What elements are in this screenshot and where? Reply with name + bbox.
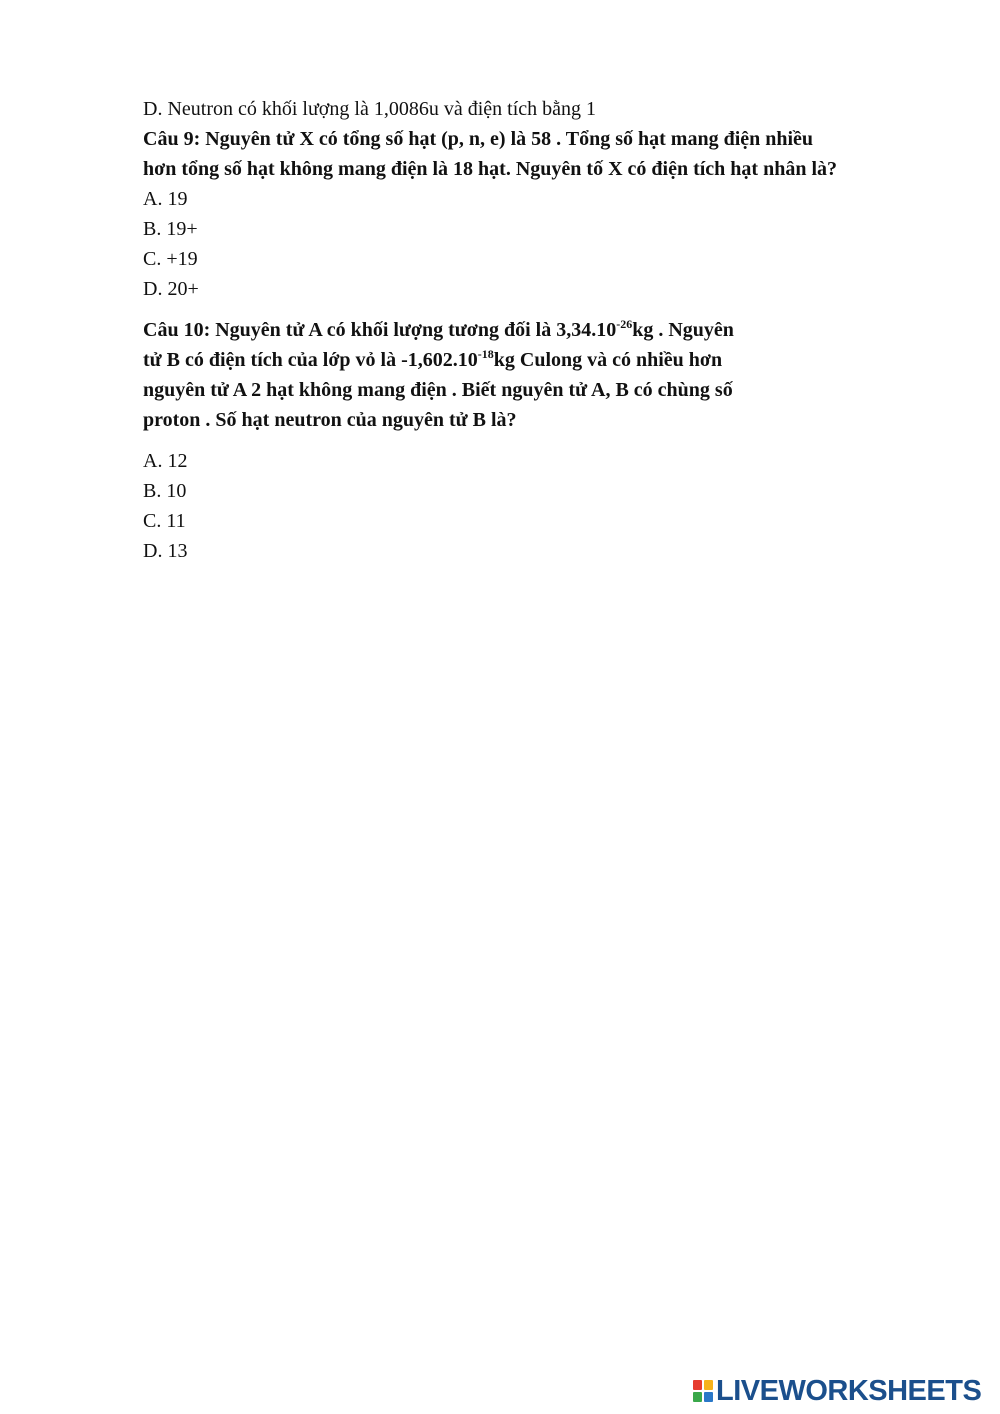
logo-square-blue (704, 1392, 713, 1402)
question-10-line-2-exponent: -18 (477, 347, 494, 361)
question-10-line-2-part-b: kg Culong và có nhiều hơn (493, 349, 723, 371)
question-10-text-line-3: nguyên tử A 2 hạt không mang điện . Biết nguyên tử A, B có chùng số (143, 379, 733, 401)
question-10-option-d[interactable]: D. 13 (143, 540, 188, 562)
question-9-option-a[interactable]: A. 19 (143, 188, 188, 210)
logo-square-red (693, 1380, 702, 1390)
question-10-line-1-exponent: -26 (616, 317, 633, 331)
question-10-text-line-1 (143, 318, 734, 342)
question-9-option-d[interactable]: D. 20+ (143, 278, 199, 300)
question-10-text-line-4: proton . Số hạt neutron của nguyên tử B là? (143, 409, 517, 431)
liveworksheets-logo-icon (693, 1380, 713, 1402)
question-9-option-b[interactable]: B. 19+ (143, 218, 198, 240)
watermark-text: LIVEWORKSHEETS (716, 1375, 982, 1407)
question-9-text-line-1: Câu 9: Nguyên tử X có tổng số hạt (p, n, e) là 58 . Tổng số hạt mang điện nhiều (143, 128, 814, 150)
question-10-line-1-part-a: Câu 10: Nguyên tử A có khối lượng tương đối là 3,34.10 (143, 319, 617, 341)
prev-question-option-d: D. Neutron có khối lượng là 1,0086u và điện tích bằng 1 (143, 98, 596, 120)
question-10-line-2-part-a: tử B có điện tích của lớp vỏ là -1,602.10 (143, 349, 478, 371)
question-10-option-a[interactable]: A. 12 (143, 450, 188, 472)
logo-square-yellow (704, 1380, 713, 1390)
question-10-option-c[interactable]: C. 11 (143, 510, 186, 532)
question-9-option-c[interactable]: C. +19 (143, 248, 198, 270)
question-9-text-line-2: hơn tổng số hạt không mang điện là 18 hạt. Nguyên tố X có điện tích hạt nhân là? (143, 158, 837, 180)
logo-square-green (693, 1392, 702, 1402)
question-10-text-line-2 (143, 348, 722, 372)
question-10-option-b[interactable]: B. 10 (143, 480, 187, 502)
liveworksheets-watermark (693, 1377, 981, 1405)
question-10-line-1-part-b: kg . Nguyên (632, 319, 734, 341)
